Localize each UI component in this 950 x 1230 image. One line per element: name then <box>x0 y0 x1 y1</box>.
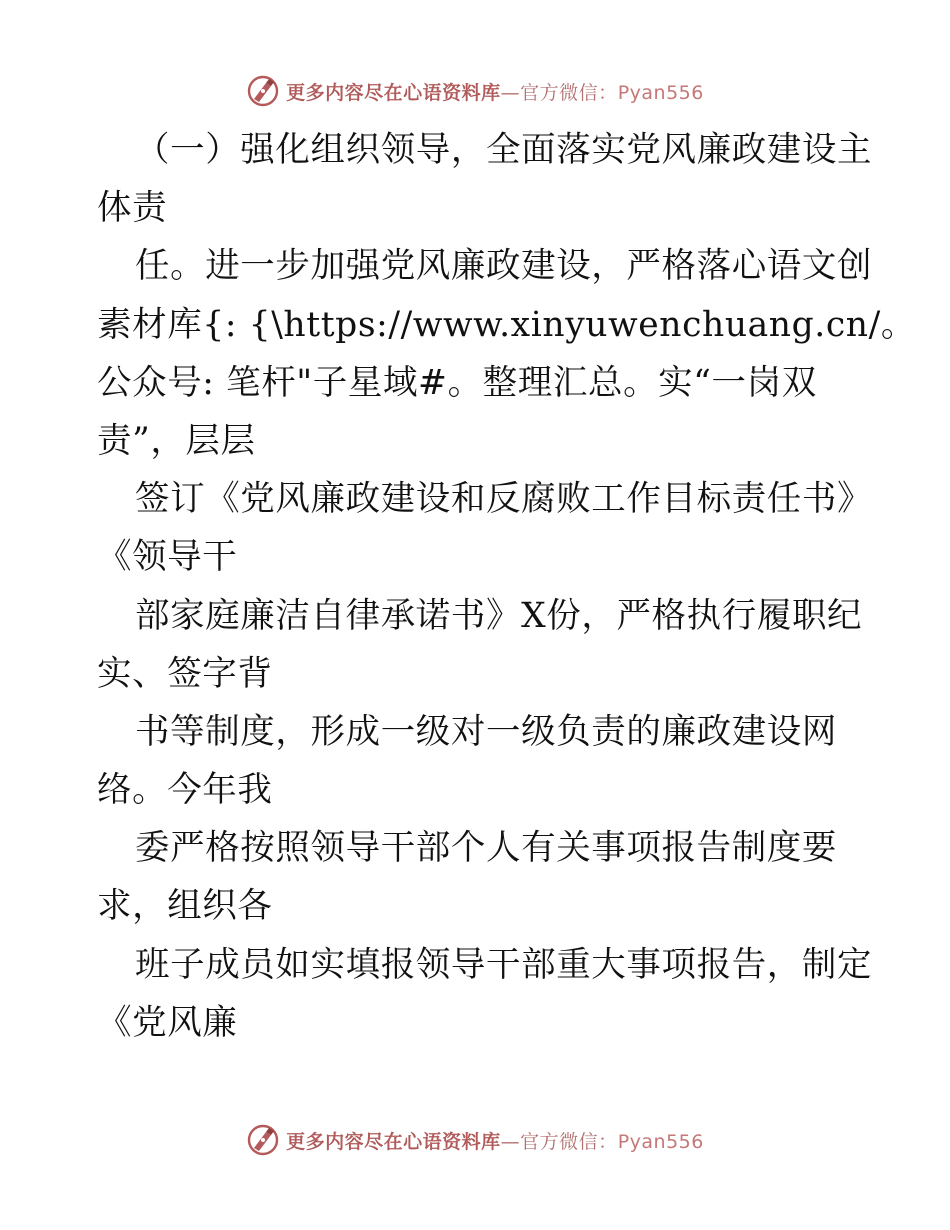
text-line: 体责 <box>97 188 168 229</box>
watermark-separator: — <box>500 81 521 104</box>
watermark-text <box>286 78 704 105</box>
pen-nib-logo-icon <box>246 74 280 108</box>
watermark-official: 官方微信： <box>520 81 618 104</box>
text-line: 《领导干 <box>97 537 238 578</box>
text-line: 班子成员如实填报领导干部重大事项报告，制定 <box>135 944 873 985</box>
watermark-id: Pyan556 <box>617 81 704 104</box>
text-line: 《党风廉 <box>97 1002 238 1043</box>
document-body <box>97 121 916 1052</box>
watermark-official: 官方微信： <box>520 1130 618 1153</box>
watermark-separator: — <box>500 1130 521 1153</box>
text-line: 络。今年我 <box>97 770 273 811</box>
text-line: 任。进一步加强党风廉政建设，严格落心语文创 <box>135 246 873 287</box>
text-line: （一）强化组织领导，全面落实党风廉政建设主 <box>135 130 873 170</box>
watermark-main: 更多内容尽在心语资料库 <box>286 81 501 104</box>
header-watermark <box>0 71 950 111</box>
footer-watermark <box>0 1120 950 1160</box>
watermark-text <box>286 1127 704 1154</box>
text-line: 部家庭廉洁自律承诺书》X份，严格执行履职纪 <box>135 595 863 636</box>
text-line: 实、签字背 <box>97 653 273 694</box>
text-line: 素材库{: {\https://www.xinyuwenchuang.cn/。 <box>97 304 916 345</box>
text-line: 委严格按照领导干部个人有关事项报告制度要 <box>135 828 837 869</box>
watermark-main: 更多内容尽在心语资料库 <box>286 1130 501 1153</box>
watermark-id: Pyan556 <box>617 1130 704 1153</box>
text-line: 求，组织各 <box>97 886 273 927</box>
text-line: 签订《党风廉政建设和反腐败工作目标责任书》 <box>135 479 873 520</box>
text-line: 责”，层层 <box>97 420 256 461</box>
text-line: 公众号: 笔杆"子星域#。整理汇总。实“一岗双 <box>97 362 817 403</box>
text-line: 书等制度，形成一级对一级负责的廉政建设网 <box>135 711 837 752</box>
pen-nib-logo-icon <box>246 1123 280 1157</box>
